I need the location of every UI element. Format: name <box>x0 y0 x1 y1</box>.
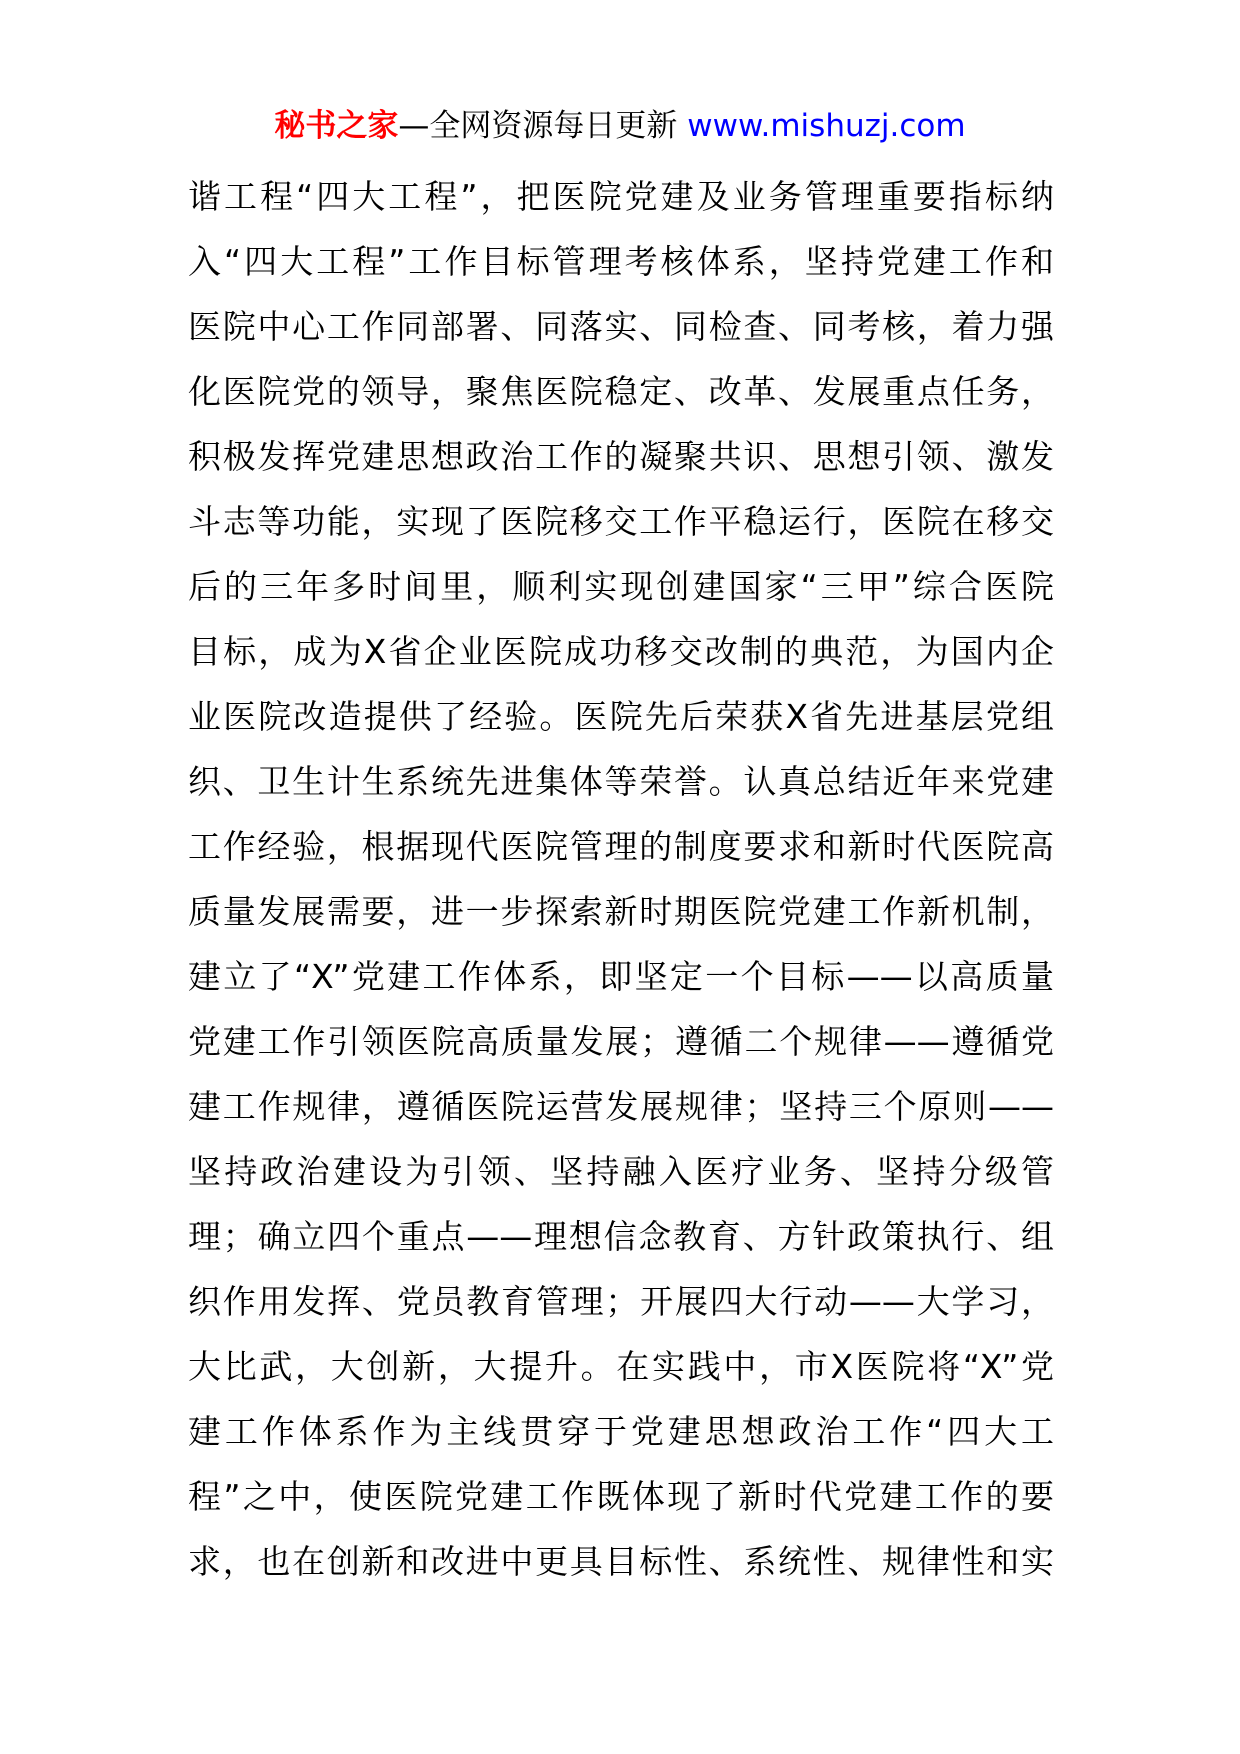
header-slogan: —全网资源每日更新 <box>398 108 678 144</box>
text-line: 程”之中，使医院党建工作既体现了新时代党建工作的要 <box>188 1477 1054 1516</box>
header-url-link[interactable]: www.mishuzj.com <box>687 108 966 144</box>
text-line: 建工作规律，遵循医院运营发展规律；坚持三个原则—— <box>188 1087 1054 1126</box>
text-line: 织作用发挥、党员教育管理；开展四大行动——大学习， <box>188 1282 1054 1321</box>
text-line: 建工作体系作为主线贯穿于党建思想政治工作“四大工 <box>188 1412 1054 1451</box>
header-brand: 秘书之家 <box>274 108 399 144</box>
text-line: 业医院改造提供了经验。医院先后荣获X省先进基层党组 <box>188 697 1054 736</box>
text-line: 后的三年多时间里，顺利实现创建国家“三甲”综合医院 <box>188 567 1054 606</box>
text-line: 坚持政治建设为引领、坚持融入医疗业务、坚持分级管 <box>188 1152 1054 1191</box>
page-header <box>0 104 1240 148</box>
text-line: 理；确立四个重点——理想信念教育、方针政策执行、组 <box>188 1217 1054 1256</box>
text-line: 目标，成为X省企业医院成功移交改制的典范，为国内企 <box>188 632 1054 671</box>
text-line: 大比武，大创新，大提升。在实践中，市X医院将“X”党 <box>188 1347 1054 1386</box>
text-line: 求，也在创新和改进中更具目标性、系统性、规律性和实 <box>188 1542 1054 1581</box>
text-line: 斗志等功能，实现了医院移交工作平稳运行，医院在移交 <box>188 502 1054 541</box>
text-line: 工作经验，根据现代医院管理的制度要求和新时代医院高 <box>188 827 1054 866</box>
text-line: 党建工作引领医院高质量发展；遵循二个规律——遵循党 <box>188 1022 1054 1061</box>
text-line: 谐工程“四大工程”，把医院党建及业务管理重要指标纳 <box>188 177 1054 216</box>
text-line: 入“四大工程”工作目标管理考核体系，坚持党建工作和 <box>188 242 1054 281</box>
text-line: 医院中心工作同部署、同落实、同检查、同考核，着力强 <box>188 307 1054 346</box>
body-text <box>188 164 1054 1594</box>
text-line: 化医院党的领导，聚焦医院稳定、改革、发展重点任务， <box>188 372 1054 411</box>
text-line: 织、卫生计生系统先进集体等荣誉。认真总结近年来党建 <box>188 762 1054 801</box>
text-line: 建立了“X”党建工作体系，即坚定一个目标——以高质量 <box>188 957 1054 996</box>
text-line: 质量发展需要，进一步探索新时期医院党建工作新机制， <box>188 892 1054 931</box>
text-line: 积极发挥党建思想政治工作的凝聚共识、思想引领、激发 <box>188 437 1054 476</box>
